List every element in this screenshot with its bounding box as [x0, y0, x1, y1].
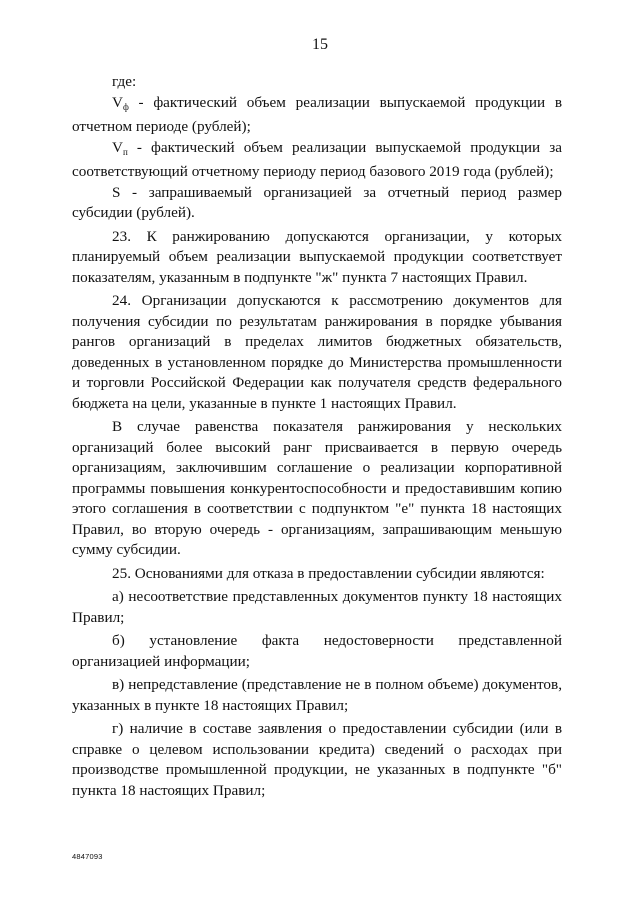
paragraph-24: 24. Организации допускаются к рассмотрению документов для получения субсидии по результатам ранжирования в порядке убывания рангов организаций в пределах лимитов бюджетных обязательств, доведенных в установленном порядке до Министерства промышленности и торговли Российской Федерации как получателя средств федерального бюджета на цели, указанные в пункте 1 настоящих Правил.	[72, 292, 562, 412]
definition-symbol: V	[112, 138, 123, 156]
definition-s	[72, 183, 562, 224]
list-item-a: а) несоответствие представленных документов пункту 18 настоящих Правил;	[72, 588, 562, 626]
paragraph-25: 25. Основаниями для отказа в предоставлении субсидии являются:	[112, 564, 545, 582]
definition-text: - фактический объем реализации выпускаемой продукции за соответствующий отчетному периоду период базового 2019 года (рублей);	[72, 138, 562, 180]
list-item-g: г) наличие в составе заявления о предоставлении субсидии (или в справке о целевом использовании кредита) сведений о расходах при производстве промышленной продукции, не указанных в подпункте "б" пункта 18 настоящих Правил;	[72, 720, 562, 799]
definition-subscript: ф	[122, 101, 129, 112]
definition-text: - фактический объем реализации выпускаемой продукции в отчетном периоде (рублей);	[72, 93, 562, 135]
definition-symbol: S	[112, 183, 121, 201]
definition-symbol: V	[112, 93, 123, 111]
intro-text: где:	[112, 73, 137, 90]
list-item-v: в) непредставление (представление не в полном объеме) документов, указанных в пункте 18 настоящих Правил;	[72, 676, 562, 714]
document-body	[72, 72, 562, 801]
page-number: 15	[312, 36, 328, 53]
definition-text: - запрашиваемый организацией за отчетный период размер субсидии (рублей).	[72, 183, 562, 221]
definition-v-p	[72, 138, 562, 183]
definition-v-f	[72, 93, 562, 138]
document-code: 4847093	[72, 852, 103, 861]
list-item-b: б) установление факта недостоверности представленной организацией информации;	[72, 632, 562, 670]
paragraph-23: 23. К ранжированию допускаются организации, у которых планируемый объем реализации выпускаемой продукции соответствует показателям, указанным в подпункте "ж" пункта 7 настоящих Правил.	[72, 227, 562, 286]
definition-subscript: п	[122, 146, 128, 157]
paragraph-ranking-tie: В случае равенства показателя ранжирования у нескольких организаций более высокий ранг присваивается в первую очередь организациям, заключившим соглашение о реализации корпоративной программы повышения конкурентоспособности и предоставившим копию этого соглашения в соответствии с подпунктом "е" пункта 18 настоящих Правил, во вторую очередь - организациям, запрашивающим меньшую сумму субсидии.	[72, 418, 562, 558]
